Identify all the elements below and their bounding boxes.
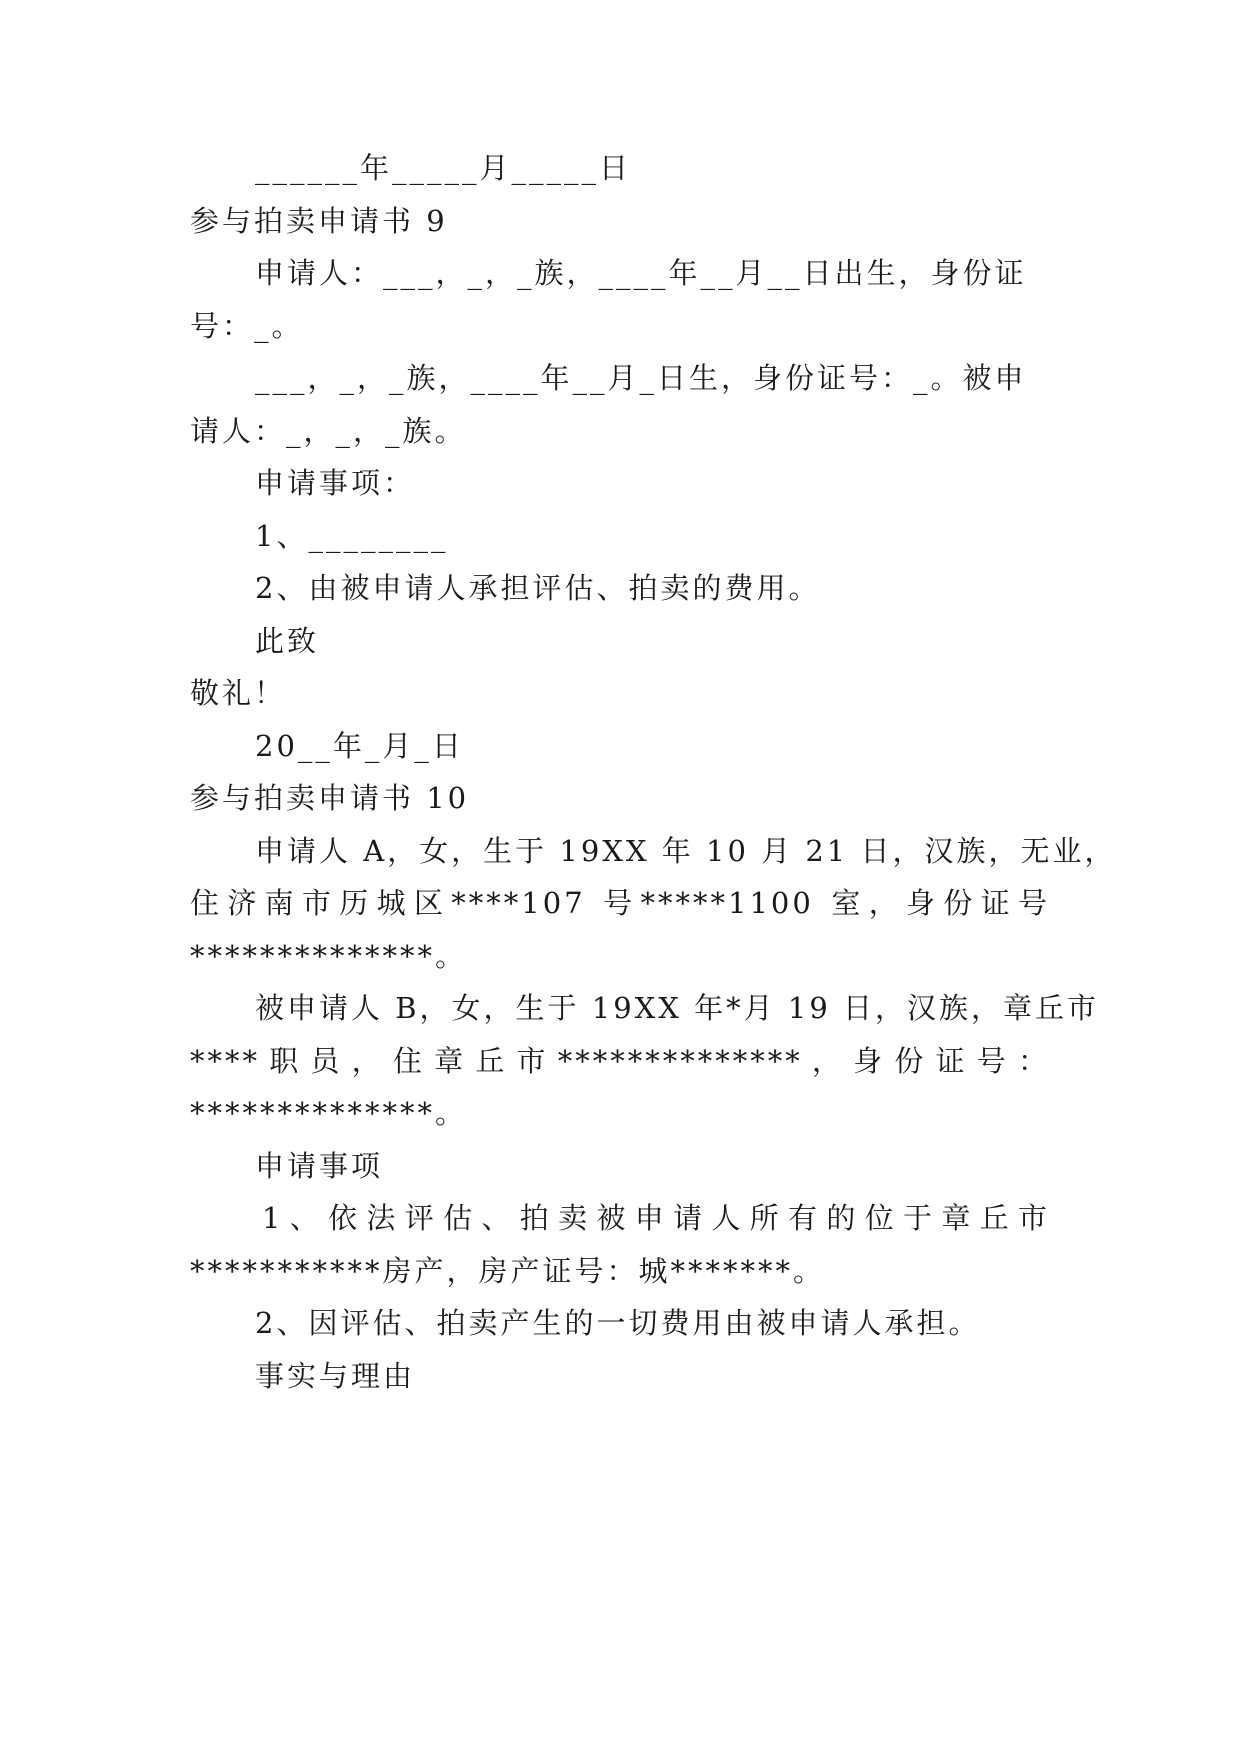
applicant-line-1: 申请人：___，_，_族，____年__月__日出生，身份证 xyxy=(255,256,1027,290)
applicant-a-line-3: **************。 xyxy=(190,939,468,973)
closing-regards: 敬礼！ xyxy=(190,676,287,710)
section-title-10: 参与拍卖申请书 10 xyxy=(190,781,470,815)
matters-heading-10: 申请事项 xyxy=(255,1149,384,1183)
second-party-line-1: ___，_，_族，____年__月_日生，身份证号：_。被申 xyxy=(255,361,1027,395)
date-line-top: ______年_____月_____日 xyxy=(255,151,632,185)
signature-date-9: 20__年_月_日 xyxy=(255,729,464,763)
applicant-a-line-1: 申请人 A，女，生于 19XX 年 10 月 21 日，汉族，无业， xyxy=(255,834,1117,868)
facts-heading: 事实与理由 xyxy=(255,1359,416,1393)
respondent-b-line-1: 被申请人 B，女，生于 19XX 年*月 19 日，汉族，章丘市 xyxy=(255,991,1099,1025)
matter-item-2-9: 2、由被申请人承担评估、拍卖的费用。 xyxy=(255,571,821,605)
second-party-line-2: 请人：_，_，_族。 xyxy=(190,414,467,448)
matter-item-1-10-line-1: 1、依法评估、拍卖被申请人所有的位于章丘市 xyxy=(262,1201,1050,1235)
matter-item-1-10-line-2: ***********房产，房产证号：城*******。 xyxy=(190,1254,826,1288)
matter-item-2-10: 2、因评估、拍卖产生的一切费用由被申请人承担。 xyxy=(255,1306,981,1340)
respondent-b-line-2: ****职员，住章丘市**************，身份证号： xyxy=(190,1044,1050,1078)
respondent-b-line-3: **************。 xyxy=(190,1096,468,1130)
applicant-a-line-2: 住济南市历城区****107 号*****1100 室，身份证号 xyxy=(190,886,1050,920)
applicant-line-2: 号：_。 xyxy=(190,309,304,343)
closing-salutation: 此致 xyxy=(255,624,320,658)
section-title-9: 参与拍卖申请书 9 xyxy=(190,204,448,238)
matter-item-1-9: 1、________ xyxy=(255,519,449,553)
matters-heading-9: 申请事项： xyxy=(255,466,416,500)
